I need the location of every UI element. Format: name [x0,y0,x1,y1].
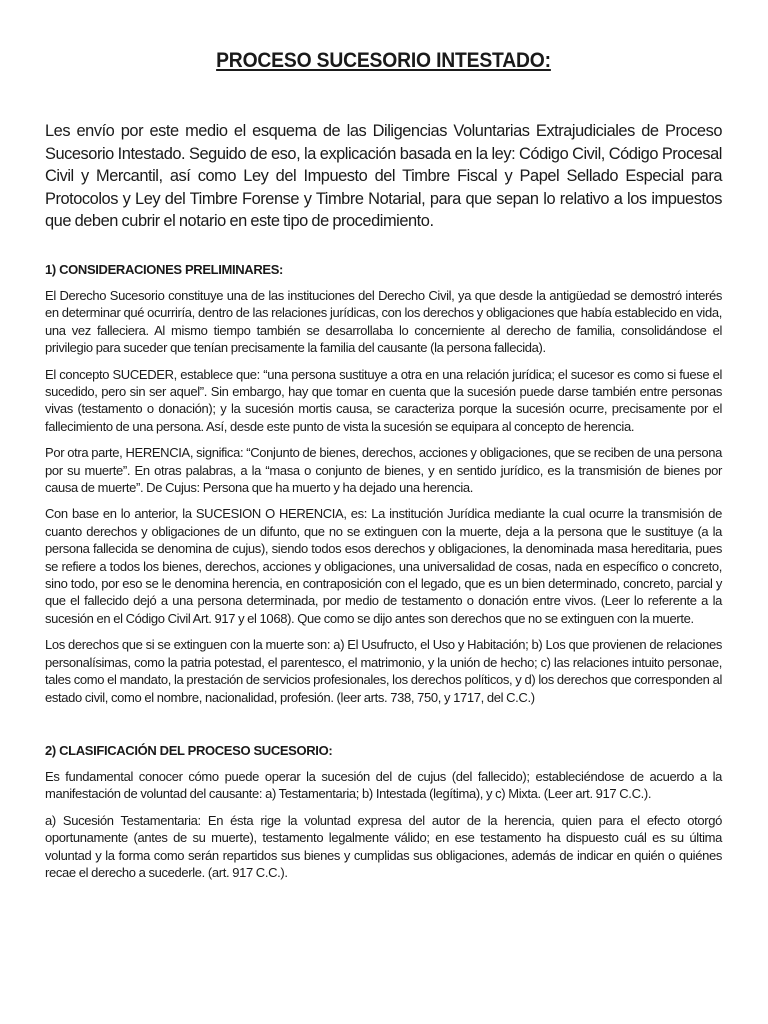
section-heading-preliminares: 1) CONSIDERACIONES PRELIMINARES: [45,261,283,277]
paragraph-herencia: Por otra parte, HERENCIA, significa: “Conjunto de bienes, derechos, acciones y obligaciones, que se reciben de una persona por su muerte”. En otras palabras, a la “masa o conjunto de bienes, y en sentido jurídico, es la transmisión de bienes por causa de muerte”. De Cujus: Persona que ha muerto y ha dejado una herencia. [45,445,722,496]
section-heading-clasificacion: 2) CLASIFICACIÓN DEL PROCESO SUCESORIO: [45,742,333,758]
paragraph-derechos-extinguen: Los derechos que si se extinguen con la muerte son: a) El Usufructo, el Uso y Habitación; b) Los que provienen de relaciones personalísimas, como la patria potestad, el parentesco, el matrimonio, y la unión de hecho; c) las relaciones intuito personae, tales como el mandato, la prestación de servicios profesionales, los derechos políticos, y d) los derechos que corresponden al estado civil, como el nombre, nacionalidad, profesión. (leer arts. 738, 750, y 1717, del C.C.) [45,637,722,705]
paragraph-concepto-suceder: El concepto SUCEDER, establece que: “una persona sustituye a otra en una relación jurídica; el sucesor es como si fuese el sucedido, pero sin ser aquel”. Sin embargo, hay que tomar en cuenta que la sucesión puede darse también entre personas vivas (testamento o donación); y la sucesión mortis causa, se caracteriza porque la sucesión ocurre, precisamente por el fallecimiento de una persona. Así, desde este punto de vista la sucesión se equipara al concepto de herencia. [45,366,722,434]
paragraph-clasificacion: Es fundamental conocer cómo puede operar la sucesión del de cujus (del fallecido); estableciéndose de acuerdo a la manifestación de voluntad del causante: a) Testamentaria; b) Intestada (legítima), y c) Mixta. (Leer art. 917 C.C.). [45,768,722,802]
paragraph-sucesion-testamentaria: a) Sucesión Testamentaria: En ésta rige la voluntad expresa del autor de la herencia, quien para el efecto otorgó oportunamente (antes de su muerte), testamento legalmente válido; en ese testamento ha dispuesto cuál es su última voluntad y la forma como serán repartidos sus bienes y cumplidas sus obligaciones, además de indicar en quién o quiénes recae el derecho a sucederle. (art. 917 C.C.). [45,812,722,880]
paragraph-derecho-sucesorio: El Derecho Sucesorio constituye una de las instituciones del Derecho Civil, ya que desde la antigüedad se demostró interés en determinar qué ocurriría, dentro de las relaciones jurídicas, con los derechos y obligaciones que había establecido en vida, una vez falleciera. Al mismo tiempo también se desarrollaba lo concerniente al derecho de familia, consolidándose el privilegio para suceder que tenían precisamente la familia del causante (la persona fallecida). [45,287,722,356]
document-page [45,40,722,881]
document-title: PROCESO SUCESORIO INTESTADO: [216,49,551,72]
intro-paragraph: Les envío por este medio el esquema de las Diligencias Voluntarias Extrajudiciales de Proceso Sucesorio Intestado. Seguido de eso, la explicación basada en la ley: Código Civil, Código Procesal Civil y Mercantil, así como Ley del Impuesto del Timbre Fiscal y Papel Sellado Especial para Protocolos y Ley del Timbre Forense y Timbre Notarial, para que sepan lo relativo a los impuestos que deben cubrir el notario en este tipo de procedimiento. [45,122,722,231]
paragraph-sucesion-o-herencia: Con base en lo anterior, la SUCESION O HERENCIA, es: La institución Jurídica mediante la cual ocurre la transmisión de cuanto derechos y obligaciones de un difunto, que no se extinguen con la muerte, deja a la persona que le sustituye (a la persona fallecida se denomina de cujus), siendo todos esos derechos y obligaciones, la denominada masa hereditaria, pues se refiere a todos los bienes, derechos, acciones y obligaciones, una universalidad de cosas, nada en específico o concreto, sino todo, por eso se le denomina herencia, en contraposición con el legado, que es un bien determinado, concreto, parcial y que el fallecido dejó a una persona determinada, por medio de testamento o donación entre vivos. (Leer lo referente a la sucesión en el Código Civil Art. 917 y el 1068). Que como se dijo antes son derechos que no se extinguen con la muerte. [45,506,722,626]
